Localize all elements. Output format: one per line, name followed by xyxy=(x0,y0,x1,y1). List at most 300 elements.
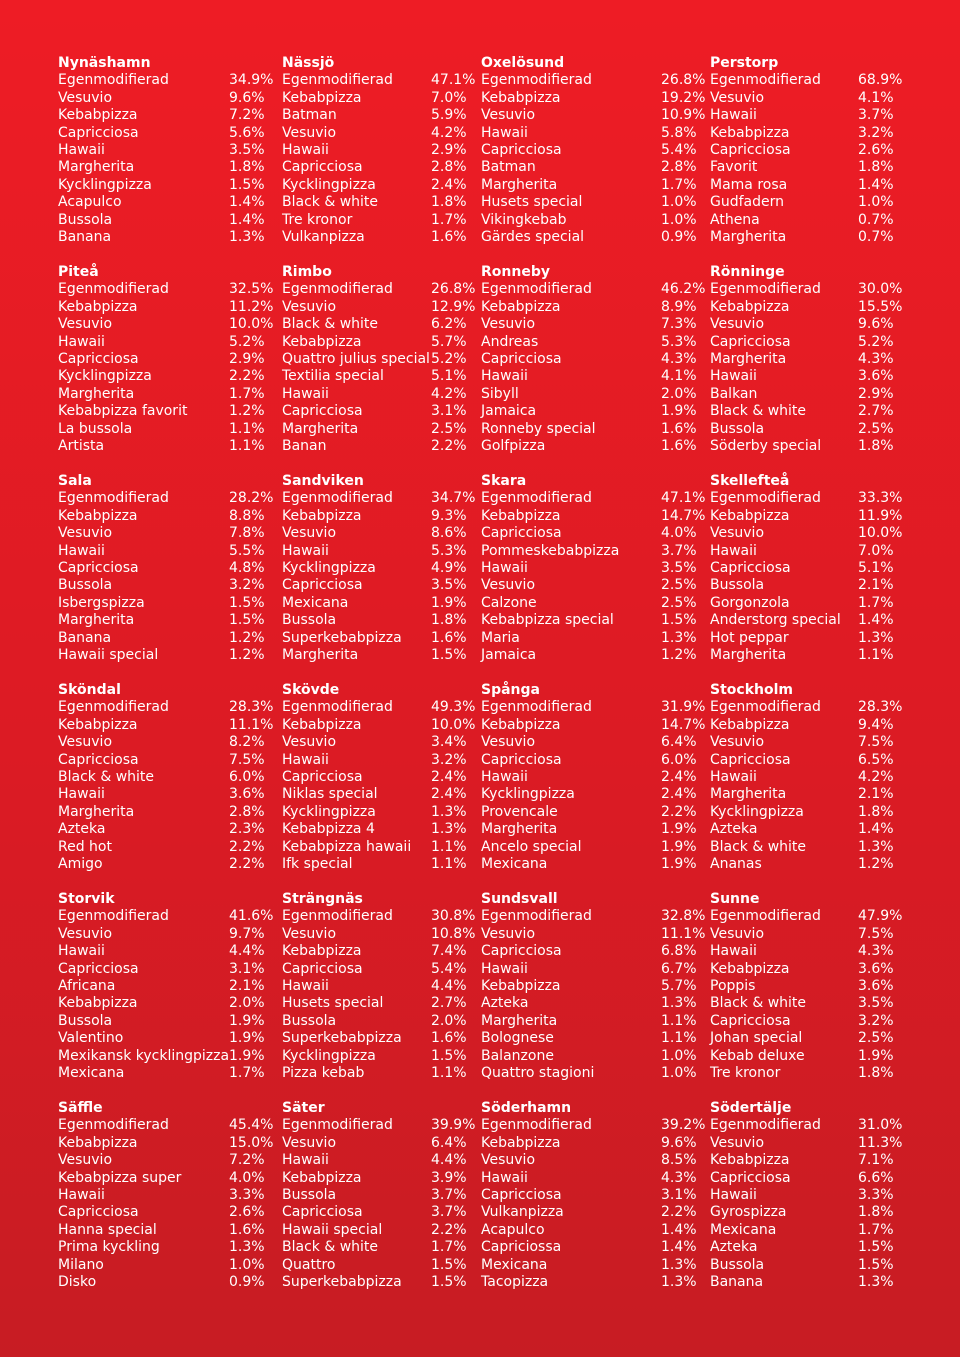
pizza-name: Favorit xyxy=(710,159,758,176)
pizza-row xyxy=(282,995,481,1012)
pizza-row xyxy=(710,1013,908,1030)
pizza-share: 1.3% xyxy=(431,803,467,820)
pizza-name: Kebab deluxe xyxy=(710,1047,805,1064)
pizza-name: Hawaii xyxy=(481,960,528,977)
pizza-name: Vesuvio xyxy=(710,925,765,942)
pizza-share: 7.5% xyxy=(858,925,894,942)
pizza-row xyxy=(282,177,481,194)
pizza-name: Capricciosa xyxy=(481,751,562,768)
pizza-share: 2.2% xyxy=(661,1204,697,1221)
pizza-row xyxy=(282,386,481,403)
pizza-row xyxy=(710,194,908,211)
pizza-name: Banana xyxy=(58,629,112,646)
pizza-share: 1.1% xyxy=(661,1012,697,1029)
pizza-share: 32.8% xyxy=(661,908,706,925)
pizza-share: 1.5% xyxy=(431,1256,467,1273)
pizza-share: 1.8% xyxy=(858,159,894,176)
pizza-share: 2.4% xyxy=(661,768,697,785)
pizza-row xyxy=(58,508,279,525)
pizza-share: 4.3% xyxy=(661,1169,697,1186)
pizza-row xyxy=(481,769,711,786)
pizza-row xyxy=(58,281,279,298)
pizza-name: Isbergspizza xyxy=(58,594,145,611)
pizza-row xyxy=(58,1187,279,1204)
pizza-name: Egenmodifierad xyxy=(481,1117,592,1134)
pizza-name: Margherita xyxy=(481,1012,558,1029)
pizza-share: 34.7% xyxy=(431,490,476,507)
pizza-row xyxy=(58,595,279,612)
pizza-share: 30.8% xyxy=(431,908,476,925)
pizza-share: 3.6% xyxy=(858,368,894,385)
pizza-share: 3.6% xyxy=(229,786,265,803)
pizza-name: Capricciosa xyxy=(282,159,363,176)
pizza-share: 0.9% xyxy=(661,228,697,245)
city-title: Sandviken xyxy=(282,473,364,489)
pizza-name: Vesuvio xyxy=(282,734,337,751)
pizza-name: Husets special xyxy=(481,194,583,211)
pizza-name: Kycklingpizza xyxy=(58,176,152,193)
pizza-row xyxy=(58,316,279,333)
pizza-row xyxy=(710,560,908,577)
pizza-name: Banana xyxy=(710,1273,764,1290)
pizza-name: Azteka xyxy=(481,995,529,1012)
pizza-share: 28.2% xyxy=(229,490,274,507)
pizza-row xyxy=(710,786,908,803)
pizza-share: 7.0% xyxy=(858,542,894,559)
pizza-share: 11.2% xyxy=(229,298,274,315)
pizza-row xyxy=(481,368,711,385)
city-block xyxy=(282,473,481,664)
pizza-row xyxy=(58,908,279,925)
pizza-name: Kebabpizza xyxy=(58,1134,138,1151)
pizza-share: 2.8% xyxy=(661,159,697,176)
pizza-share: 3.3% xyxy=(858,1186,894,1203)
pizza-share: 1.1% xyxy=(661,1030,697,1047)
pizza-name: Superkebabpizza xyxy=(282,1273,402,1290)
pizza-name: Vesuvio xyxy=(282,1134,337,1151)
pizza-name: Tre kronor xyxy=(282,211,353,228)
pizza-share: 1.7% xyxy=(229,385,265,402)
pizza-row xyxy=(282,1170,481,1187)
pizza-name: Mexikansk kycklingpizza xyxy=(58,1047,230,1064)
pizza-row xyxy=(481,1170,711,1187)
pizza-name: Hawaii xyxy=(710,943,757,960)
city-block xyxy=(282,264,481,455)
pizza-share: 3.5% xyxy=(661,559,697,576)
pizza-row xyxy=(58,403,279,420)
pizza-row xyxy=(710,1030,908,1047)
pizza-name: Capricciosa xyxy=(710,751,791,768)
pizza-row xyxy=(282,577,481,594)
pizza-name: Kebabpizza xyxy=(481,507,561,524)
pizza-name: Capricciosa xyxy=(710,141,791,158)
pizza-row xyxy=(282,421,481,438)
pizza-name: Vesuvio xyxy=(58,89,113,106)
pizza-name: Vikingkebab xyxy=(481,211,567,228)
pizza-share: 33.3% xyxy=(858,490,903,507)
pizza-row xyxy=(710,490,908,507)
pizza-row xyxy=(58,1117,279,1134)
pizza-row xyxy=(481,316,711,333)
city-block xyxy=(481,55,711,246)
pizza-row xyxy=(481,334,711,351)
pizza-name: Mexicana xyxy=(58,1064,125,1081)
pizza-name: Batman xyxy=(282,107,337,124)
pizza-row xyxy=(481,490,711,507)
pizza-row xyxy=(282,351,481,368)
pizza-row xyxy=(58,1013,279,1030)
pizza-name: Vesuvio xyxy=(710,734,765,751)
pizza-name: Margherita xyxy=(481,821,558,838)
pizza-name: Hawaii xyxy=(58,141,105,158)
pizza-name: Vesuvio xyxy=(710,316,765,333)
pizza-name: Hawaii xyxy=(282,141,329,158)
pizza-share: 47.1% xyxy=(661,490,706,507)
pizza-share: 1.0% xyxy=(661,1064,697,1081)
pizza-row xyxy=(481,1065,711,1082)
pizza-name: Niklas special xyxy=(282,786,378,803)
pizza-share: 1.8% xyxy=(858,437,894,454)
pizza-row xyxy=(481,403,711,420)
pizza-row xyxy=(282,1187,481,1204)
pizza-row xyxy=(481,978,711,995)
pizza-row xyxy=(58,543,279,560)
pizza-share: 2.5% xyxy=(431,420,467,437)
pizza-share: 1.0% xyxy=(661,211,697,228)
pizza-share: 1.1% xyxy=(431,1064,467,1081)
pizza-share: 1.7% xyxy=(661,176,697,193)
pizza-row xyxy=(58,107,279,124)
pizza-share: 2.2% xyxy=(431,437,467,454)
pizza-row xyxy=(481,438,711,455)
pizza-share: 3.7% xyxy=(661,542,697,559)
pizza-share: 47.9% xyxy=(858,908,903,925)
pizza-name: Vesuvio xyxy=(481,734,536,751)
pizza-share: 1.4% xyxy=(229,194,265,211)
pizza-row xyxy=(710,334,908,351)
city-block xyxy=(481,473,711,664)
pizza-name: Egenmodifierad xyxy=(282,281,393,298)
pizza-share: 1.9% xyxy=(229,1012,265,1029)
pizza-row xyxy=(481,1222,711,1239)
pizza-name: Tacopizza xyxy=(481,1273,549,1290)
pizza-row xyxy=(58,229,279,246)
pizza-row xyxy=(58,368,279,385)
pizza-row xyxy=(58,1170,279,1187)
pizza-share: 6.4% xyxy=(431,1134,467,1151)
pizza-row xyxy=(282,508,481,525)
pizza-row xyxy=(58,630,279,647)
pizza-name: Kebabpizza xyxy=(710,1152,790,1169)
pizza-name: Bussola xyxy=(710,577,765,594)
pizza-row xyxy=(481,699,711,716)
pizza-row xyxy=(282,786,481,803)
pizza-row xyxy=(481,595,711,612)
pizza-name: Ananas xyxy=(710,855,762,872)
city-block xyxy=(481,682,711,873)
pizza-name: Egenmodifierad xyxy=(481,281,592,298)
pizza-row xyxy=(58,1222,279,1239)
pizza-share: 5.7% xyxy=(431,333,467,350)
pizza-row xyxy=(58,612,279,629)
pizza-name: Bussola xyxy=(282,1012,337,1029)
pizza-row xyxy=(58,212,279,229)
pizza-share: 6.8% xyxy=(661,943,697,960)
pizza-name: Kycklingpizza xyxy=(58,368,152,385)
city-block xyxy=(710,891,908,1082)
pizza-name: Egenmodifierad xyxy=(710,908,821,925)
pizza-share: 1.8% xyxy=(858,803,894,820)
pizza-name: Vesuvio xyxy=(710,89,765,106)
pizza-row xyxy=(481,212,711,229)
pizza-share: 0.9% xyxy=(229,1273,265,1290)
pizza-share: 1.4% xyxy=(661,1239,697,1256)
pizza-row xyxy=(710,995,908,1012)
pizza-share: 6.6% xyxy=(858,1169,894,1186)
city-block xyxy=(710,264,908,455)
pizza-share: 1.9% xyxy=(229,1030,265,1047)
pizza-share: 9.7% xyxy=(229,925,265,942)
pizza-share: 2.2% xyxy=(229,368,265,385)
pizza-row xyxy=(282,368,481,385)
pizza-share: 2.8% xyxy=(431,159,467,176)
pizza-share: 1.3% xyxy=(858,838,894,855)
pizza-row xyxy=(710,1065,908,1082)
pizza-name: Hawaii xyxy=(282,385,329,402)
pizza-name: Vesuvio xyxy=(481,925,536,942)
pizza-share: 1.0% xyxy=(661,1047,697,1064)
city-title: Sala xyxy=(58,473,92,489)
pizza-share: 2.9% xyxy=(431,141,467,158)
pizza-share: 10.0% xyxy=(229,316,274,333)
pizza-share: 3.1% xyxy=(431,403,467,420)
pizza-name: Andreas xyxy=(481,333,539,350)
pizza-share: 1.1% xyxy=(431,838,467,855)
pizza-share: 39.9% xyxy=(431,1117,476,1134)
pizza-share: 2.4% xyxy=(431,176,467,193)
pizza-name: Capricciosa xyxy=(481,943,562,960)
pizza-share: 5.4% xyxy=(661,141,697,158)
pizza-row xyxy=(282,72,481,89)
pizza-name: Banan xyxy=(282,437,327,454)
pizza-share: 5.8% xyxy=(661,124,697,141)
pizza-row xyxy=(58,194,279,211)
pizza-row xyxy=(710,125,908,142)
city-title: Nynäshamn xyxy=(58,55,151,71)
pizza-row xyxy=(282,630,481,647)
pizza-name: Artista xyxy=(58,437,105,454)
pizza-name: Egenmodifierad xyxy=(710,1117,821,1134)
pizza-share: 1.0% xyxy=(229,1256,265,1273)
pizza-share: 2.9% xyxy=(229,350,265,367)
pizza-share: 1.1% xyxy=(431,855,467,872)
pizza-share: 2.6% xyxy=(858,141,894,158)
pizza-name: Vesuvio xyxy=(58,925,113,942)
pizza-row xyxy=(710,804,908,821)
pizza-row xyxy=(710,177,908,194)
pizza-row xyxy=(58,577,279,594)
pizza-share: 3.5% xyxy=(229,141,265,158)
pizza-name: Vulkanpizza xyxy=(282,228,365,245)
pizza-share: 1.7% xyxy=(229,1064,265,1081)
pizza-share: 6.0% xyxy=(661,751,697,768)
pizza-name: Capricciosa xyxy=(481,1186,562,1203)
pizza-row xyxy=(282,978,481,995)
city-block xyxy=(282,891,481,1082)
pizza-name: Kycklingpizza xyxy=(282,1047,376,1064)
pizza-share: 5.1% xyxy=(431,368,467,385)
pizza-share: 8.9% xyxy=(661,298,697,315)
pizza-share: 2.5% xyxy=(661,594,697,611)
pizza-name: Hawaii xyxy=(481,368,528,385)
pizza-name: Kebabpizza xyxy=(282,507,362,524)
city-block xyxy=(282,1100,481,1291)
pizza-name: Superkebabpizza xyxy=(282,629,402,646)
pizza-share: 3.1% xyxy=(661,1186,697,1203)
pizza-share: 0.7% xyxy=(858,228,894,245)
city-block xyxy=(710,55,908,246)
pizza-row xyxy=(58,1274,279,1291)
pizza-row xyxy=(282,212,481,229)
pizza-row xyxy=(710,577,908,594)
pizza-name: Hawaii xyxy=(710,542,757,559)
city-title: Oxelösund xyxy=(481,55,565,71)
pizza-share: 9.4% xyxy=(858,716,894,733)
pizza-row xyxy=(282,403,481,420)
pizza-row xyxy=(710,1222,908,1239)
pizza-name: Disko xyxy=(58,1273,97,1290)
pizza-name: Maria xyxy=(481,629,520,646)
pizza-share: 1.6% xyxy=(661,420,697,437)
pizza-share: 5.4% xyxy=(431,960,467,977)
pizza-row xyxy=(710,386,908,403)
pizza-row xyxy=(282,943,481,960)
pizza-share: 7.4% xyxy=(431,943,467,960)
city-title: Säffle xyxy=(58,1100,103,1116)
pizza-share: 1.9% xyxy=(229,1047,265,1064)
pizza-share: 4.3% xyxy=(661,350,697,367)
pizza-row xyxy=(481,125,711,142)
pizza-name: Hawaii xyxy=(481,559,528,576)
pizza-row xyxy=(481,612,711,629)
pizza-name: Bussola xyxy=(58,577,113,594)
pizza-name: Hanna special xyxy=(58,1221,157,1238)
pizza-name: Bussola xyxy=(58,211,113,228)
pizza-share: 2.6% xyxy=(229,1204,265,1221)
pizza-share: 4.4% xyxy=(431,1152,467,1169)
city-block xyxy=(58,682,279,873)
city-title: Sunne xyxy=(710,891,760,907)
pizza-name: Red hot xyxy=(58,838,112,855)
pizza-share: 1.5% xyxy=(858,1256,894,1273)
pizza-name: Capricciosa xyxy=(481,350,562,367)
pizza-name: Capricciosa xyxy=(282,768,363,785)
pizza-row xyxy=(58,978,279,995)
pizza-name: Capricciosa xyxy=(58,124,139,141)
pizza-row xyxy=(481,508,711,525)
pizza-name: Kebabpizza xyxy=(282,333,362,350)
pizza-share: 8.5% xyxy=(661,1152,697,1169)
pizza-row xyxy=(710,769,908,786)
pizza-name: Black & white xyxy=(58,768,155,785)
pizza-row xyxy=(282,717,481,734)
pizza-name: Capricciosa xyxy=(282,403,363,420)
pizza-row xyxy=(710,1135,908,1152)
pizza-share: 1.6% xyxy=(431,228,467,245)
pizza-name: Kebabpizza xyxy=(282,716,362,733)
pizza-share: 9.3% xyxy=(431,507,467,524)
pizza-name: Bolognese xyxy=(481,1030,554,1047)
pizza-name: Hawaii xyxy=(58,1186,105,1203)
pizza-share: 1.9% xyxy=(431,594,467,611)
pizza-row xyxy=(282,560,481,577)
pizza-share: 4.3% xyxy=(858,943,894,960)
pizza-name: Kebabpizza xyxy=(710,716,790,733)
pizza-name: Black & white xyxy=(282,194,379,211)
pizza-share: 1.5% xyxy=(661,612,697,629)
pizza-row xyxy=(282,752,481,769)
pizza-name: Kebabpizza xyxy=(710,960,790,977)
pizza-name: Vesuvio xyxy=(58,734,113,751)
pizza-share: 2.2% xyxy=(661,803,697,820)
pizza-row xyxy=(710,1048,908,1065)
pizza-row xyxy=(58,926,279,943)
pizza-row xyxy=(710,699,908,716)
pizza-name: Capricciosa xyxy=(58,1204,139,1221)
pizza-name: Hawaii xyxy=(481,768,528,785)
pizza-name: Balanzone xyxy=(481,1047,554,1064)
pizza-share: 49.3% xyxy=(431,699,476,716)
pizza-share: 1.9% xyxy=(661,855,697,872)
pizza-name: Tre kronor xyxy=(710,1064,781,1081)
pizza-share: 1.9% xyxy=(858,1047,894,1064)
pizza-row xyxy=(58,90,279,107)
pizza-row xyxy=(58,386,279,403)
pizza-share: 1.4% xyxy=(858,612,894,629)
pizza-row xyxy=(710,1187,908,1204)
pizza-row xyxy=(58,421,279,438)
pizza-share: 2.5% xyxy=(858,1030,894,1047)
pizza-share: 3.2% xyxy=(858,1012,894,1029)
pizza-name: Sibyll xyxy=(481,385,519,402)
pizza-row xyxy=(58,717,279,734)
pizza-row xyxy=(282,1135,481,1152)
city-block xyxy=(481,1100,711,1291)
pizza-share: 4.9% xyxy=(431,559,467,576)
pizza-name: Hawaii xyxy=(282,1152,329,1169)
pizza-share: 3.9% xyxy=(431,1169,467,1186)
pizza-share: 4.2% xyxy=(858,768,894,785)
pizza-share: 5.3% xyxy=(661,333,697,350)
pizza-row xyxy=(481,943,711,960)
pizza-name: Mexicana xyxy=(481,1256,548,1273)
pizza-name: Egenmodifierad xyxy=(481,699,592,716)
pizza-name: Quattro julius special xyxy=(282,350,430,367)
pizza-name: Capriciossa xyxy=(481,1239,562,1256)
pizza-name: Vesuvio xyxy=(58,525,113,542)
city-title: Sköndal xyxy=(58,682,121,698)
pizza-share: 47.1% xyxy=(431,72,476,89)
pizza-row xyxy=(282,525,481,542)
pizza-row xyxy=(58,1257,279,1274)
pizza-row xyxy=(710,72,908,89)
pizza-share: 1.6% xyxy=(431,1030,467,1047)
pizza-row xyxy=(481,560,711,577)
pizza-row xyxy=(282,595,481,612)
pizza-row xyxy=(58,125,279,142)
pizza-share: 1.7% xyxy=(858,1221,894,1238)
pizza-row xyxy=(282,159,481,176)
